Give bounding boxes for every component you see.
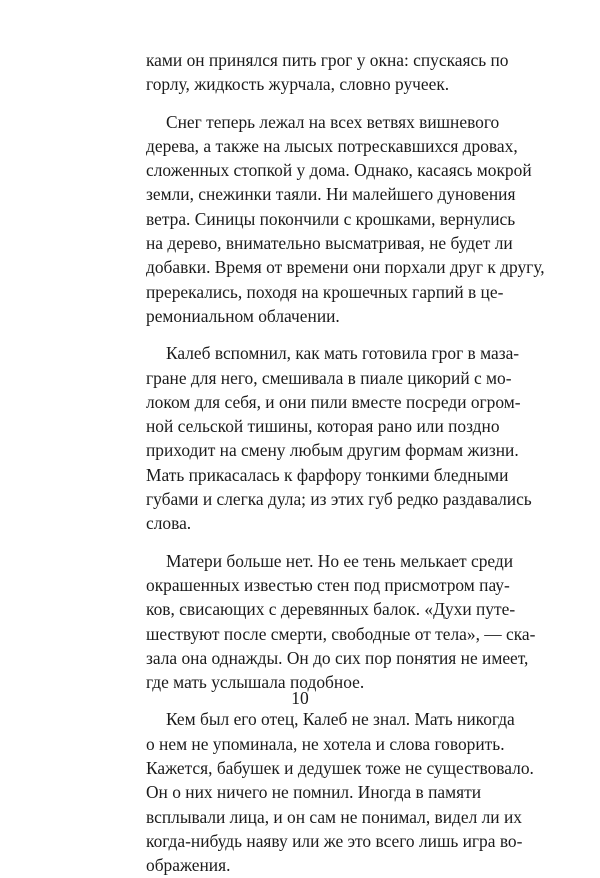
text-line: когда-нибудь наяву или же это всего лишь игра во-	[146, 830, 523, 851]
paragraph-5	[146, 707, 534, 877]
text-line: ображения.	[146, 855, 231, 876]
text-line: дерева, а также на лысых потрескавшихся дровах,	[146, 135, 518, 156]
text-line: Снег теперь лежал на всех ветвях вишневого	[166, 111, 500, 132]
text-line: Кажется, бабушек и дедушек тоже не существовало.	[146, 758, 534, 779]
text-line: пререкались, походя на крошечных гарпий в це-	[146, 281, 504, 302]
text-line: всплывали лица, и он сам не понимал, видел ли их	[146, 806, 522, 827]
text-line: сложенных стопкой у дома. Однако, касаясь мокрой	[146, 160, 532, 181]
text-line: ветра. Синицы покончили с крошками, вернулись	[146, 208, 516, 229]
text-line: слова.	[146, 513, 192, 534]
body-text	[146, 48, 545, 878]
text-line: гране для него, смешивала в пиале цикорий с мо-	[146, 367, 512, 388]
text-line: Матери больше нет. Но ее тень мелькает среди	[166, 550, 514, 571]
text-line: ремониальном облачении.	[146, 305, 340, 326]
text-line: ками он принялся пить грог у окна: спускаясь по	[146, 50, 509, 70]
text-line: Кем был его отец, Калеб не знал. Мать никогда	[166, 709, 515, 730]
text-line: земли, снежинки таяли. Ни малейшего дуновения	[146, 184, 516, 205]
paragraph-4	[146, 549, 536, 695]
text-line: локом для себя, и они пили вместе посреди огром-	[146, 391, 521, 412]
text-line: губами и слегка дула; из этих губ редко раздавались	[146, 489, 532, 510]
text-line: на дерево, внимательно высматривая, не будет ли	[146, 233, 513, 254]
text-line: Он о них ничего не помнил. Иногда в памяти	[146, 782, 482, 803]
text-line: ков, свисающих с деревянных балок. «Духи путе-	[146, 599, 516, 620]
text-line: шествуют после смерти, свободные от тела», — ска-	[146, 623, 536, 644]
text-line: окрашенных известью стен под присмотром пау-	[146, 574, 510, 595]
page-number: 10	[291, 688, 309, 708]
text-line: ной сельской тишины, которая рано или поздно	[146, 416, 500, 437]
paragraph-1	[146, 48, 509, 97]
text-line: зала она однажды. Он до сих пор понятия не имеет,	[146, 647, 529, 668]
text-line: горлу, жидкость журчала, словно ручеек.	[146, 74, 450, 95]
text-line: добавки. Время от времени они порхали друг к другу,	[146, 257, 545, 278]
text-line: Калеб вспомнил, как мать готовила грог в маза-	[166, 343, 520, 364]
text-line: Мать прикасалась к фарфору тонкими бледными	[146, 464, 509, 485]
paragraph-2	[146, 110, 545, 329]
text-line: о нем не упоминала, не хотела и слова говорить.	[146, 733, 505, 754]
text-line: приходит на смену любым другим формам жизни.	[146, 440, 519, 461]
paragraph-3	[146, 341, 532, 535]
text-line: где мать услышала подобное.	[146, 672, 365, 693]
